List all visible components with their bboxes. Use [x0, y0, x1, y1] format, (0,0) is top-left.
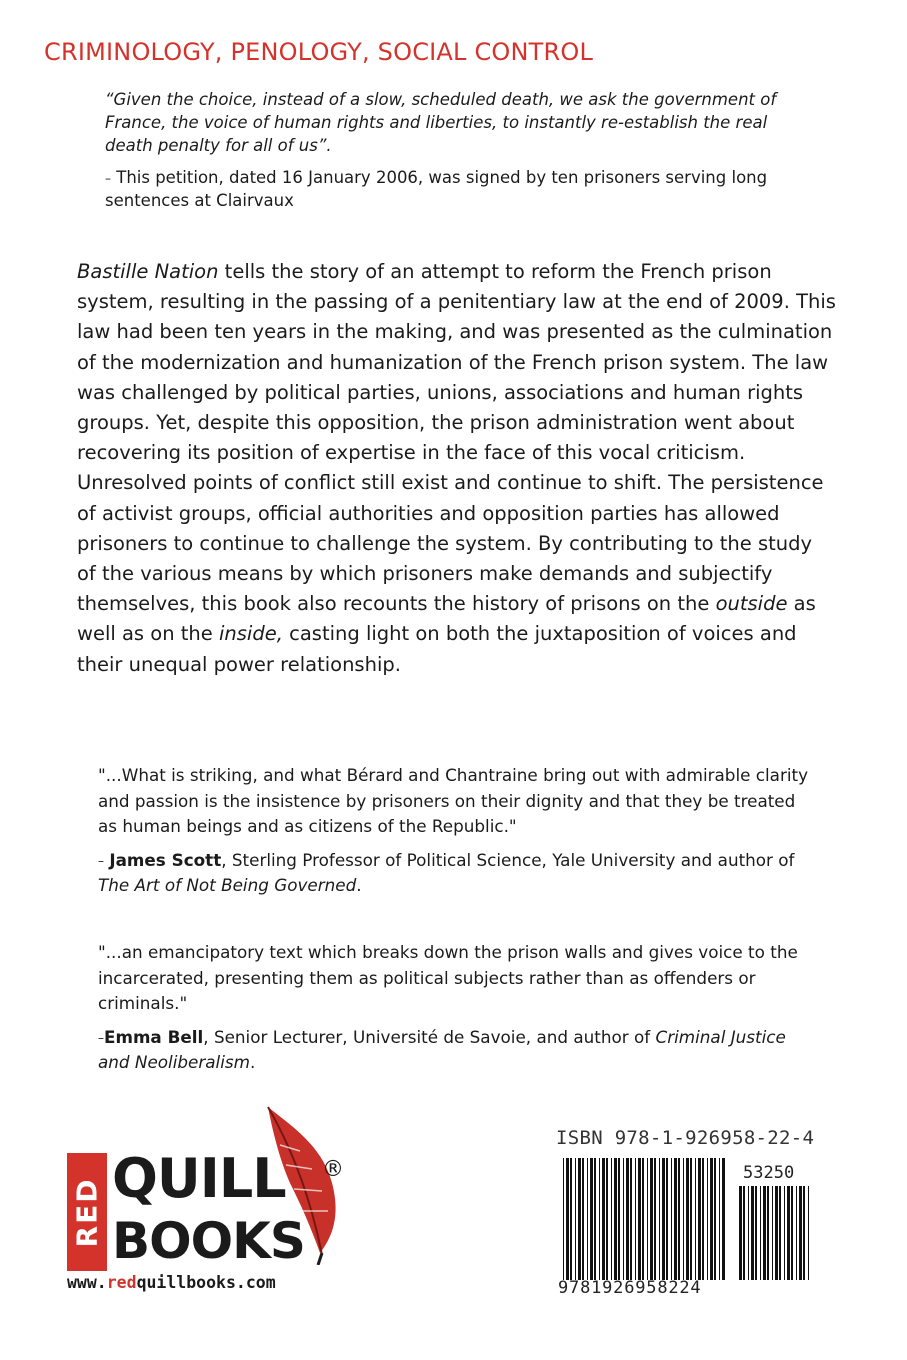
barcode-bar	[760, 1186, 761, 1280]
review-james-scott	[98, 763, 818, 897]
barcode-bar	[618, 1158, 620, 1280]
barcode-bar	[772, 1186, 773, 1280]
barcode-bar	[791, 1186, 793, 1280]
barcode-bar	[739, 1186, 742, 1280]
barcode-bar	[719, 1158, 720, 1280]
barcode-bar	[671, 1158, 672, 1280]
barcode-bar	[755, 1186, 757, 1280]
barcode-bar	[590, 1158, 593, 1280]
url-red: red	[106, 1273, 137, 1292]
barcode-bar	[775, 1186, 778, 1280]
barcode-bar	[787, 1186, 790, 1280]
review-attribution	[98, 848, 818, 897]
barcode-bar	[710, 1158, 713, 1280]
barcode-bar	[674, 1158, 677, 1280]
barcode-bar	[683, 1158, 684, 1280]
attribution-dash: –	[98, 853, 104, 868]
barcode-addon	[739, 1186, 811, 1280]
barcode-bar	[566, 1158, 569, 1280]
attribution-end: .	[356, 874, 362, 895]
attribution-dash: –	[98, 1030, 104, 1045]
barcode-bar	[763, 1186, 766, 1280]
barcode-bar	[714, 1158, 716, 1280]
barcode-bar	[582, 1158, 584, 1280]
barcode-digits: 9781926958224	[558, 1278, 702, 1298]
url-prefix: www.	[67, 1273, 107, 1292]
review-attribution	[98, 1025, 818, 1074]
reviewer-work: Criminal Justice and Neoliberalism	[98, 1026, 786, 1072]
reviewer-work: The Art of Not Being Governed	[98, 874, 357, 895]
barcode-bar	[630, 1158, 632, 1280]
outside-emphasis: outside	[715, 592, 788, 616]
barcode-bar	[650, 1158, 653, 1280]
barcode-bar	[698, 1158, 701, 1280]
barcode-bar	[563, 1158, 564, 1280]
barcode-bar	[570, 1158, 572, 1280]
logo-books-text: BOOKS	[112, 1212, 305, 1270]
barcode-bar	[587, 1158, 588, 1280]
barcode-bar	[642, 1158, 644, 1280]
category-heading: CRIMINOLOGY, PENOLOGY, SOCIAL CONTROL	[44, 38, 594, 66]
reviewer-name: Emma Bell	[104, 1026, 204, 1047]
barcode-bar	[690, 1158, 692, 1280]
reviewer-name: James Scott	[109, 849, 222, 870]
book-title: Bastille Nation	[77, 260, 219, 283]
barcode-bar	[606, 1158, 608, 1280]
barcode-bar	[686, 1158, 689, 1280]
barcode-bar	[695, 1158, 696, 1280]
barcode-bar	[623, 1158, 624, 1280]
barcode-bar	[678, 1158, 680, 1280]
barcode-bar	[796, 1186, 797, 1280]
barcode-bar	[743, 1186, 745, 1280]
attribution-end: .	[249, 1051, 256, 1072]
barcode-bar	[602, 1158, 605, 1280]
barcode-bar	[702, 1158, 704, 1280]
barcode-bar	[784, 1186, 785, 1280]
barcode-bar	[799, 1186, 802, 1280]
description-part-1: tells the story of an attempt to reform the French prison system, resulting in the passing of a penitentiary law at the end of 2009. This law had been ten years in the making, and was presented as the culmination of the modernization and humanization of the French prison system. The law was challenged by political parties, unions, associations and human rights groups. Yet, despite this opposition, the prison administration went about recovering its position of expertise in the face of this vocal criticism. Unresolved points of conflict still exist and continue to shift. The persistence of activist groups, official authorities and opposition parties has allowed prisoners to continue to challenge the system. By contributing to the study of the various means by which prisoners make demands and subjectify themselves, this book also recounts the history of prisons on the	[77, 260, 836, 616]
barcode-bar	[635, 1158, 636, 1280]
barcode-bar	[803, 1186, 805, 1280]
barcode-bar	[666, 1158, 668, 1280]
reviewer-role: , Sterling Professor of Political Science, Yale University and author of	[221, 849, 795, 870]
barcode-bar	[626, 1158, 629, 1280]
barcode-bar	[575, 1158, 576, 1280]
barcode-bar	[662, 1158, 665, 1280]
publisher-logo	[60, 1105, 360, 1305]
barcode-bar	[707, 1158, 708, 1280]
description-part-3: casting light on both the juxtaposition of voices and their unequal power relationship.	[77, 622, 797, 676]
description-part-2: as well as on the	[77, 592, 816, 646]
barcode-bar	[808, 1186, 809, 1280]
barcode-bar	[578, 1158, 581, 1280]
publisher-url	[67, 1273, 276, 1292]
barcode-bar	[638, 1158, 641, 1280]
price-code: 53250	[743, 1163, 795, 1183]
epigraph-quote: “Given the choice, instead of a slow, scheduled death, we ask the government of France, the voice of human rights and liberties, to instantly re-establish the real death penalty for all of us”.	[105, 90, 777, 155]
url-suffix: quillbooks.com	[136, 1273, 276, 1292]
barcode-bar	[654, 1158, 656, 1280]
barcode-bar	[751, 1186, 754, 1280]
isbn-label: ISBN 978-1-926958-22-4	[556, 1127, 815, 1149]
reviewer-role: , Senior Lecturer, Université de Savoie, and author of	[203, 1026, 656, 1047]
review-emma-bell	[98, 940, 818, 1074]
review-quote: "...an emancipatory text which breaks down the prison walls and gives voice to the incarcerated, presenting them as political subjects rather than as offenders or criminals."	[98, 942, 798, 1013]
attribution-dash: –	[105, 171, 111, 186]
logo-quill-text: QUILL	[112, 1147, 286, 1210]
barcode-bar	[748, 1186, 749, 1280]
logo-red-text: RED	[70, 1177, 104, 1247]
book-description	[77, 257, 837, 680]
barcode-bar	[594, 1158, 596, 1280]
barcode-bar	[779, 1186, 781, 1280]
epigraph-attribution	[105, 167, 805, 212]
registered-mark: ®	[322, 1157, 344, 1182]
barcode-bar	[659, 1158, 660, 1280]
review-quote: "...What is striking, and what Bérard and Chantraine bring out with admirable clarity and passion is the insistence by prisoners on their dignity and that they be treated as human beings and as citizens of the Republic."	[98, 765, 809, 836]
barcode-bar	[611, 1158, 612, 1280]
inside-emphasis: inside,	[218, 622, 283, 646]
barcode-bar	[722, 1158, 725, 1280]
barcode-bar	[647, 1158, 648, 1280]
epigraph	[105, 88, 805, 212]
logo-red-block	[67, 1153, 107, 1271]
barcode-main	[563, 1158, 727, 1280]
attribution-text: This petition, dated 16 January 2006, was signed by ten prisoners serving long sentences at Clairvaux	[105, 168, 768, 210]
barcode-bar	[599, 1158, 600, 1280]
barcode-bar	[614, 1158, 617, 1280]
barcode-bar	[767, 1186, 769, 1280]
